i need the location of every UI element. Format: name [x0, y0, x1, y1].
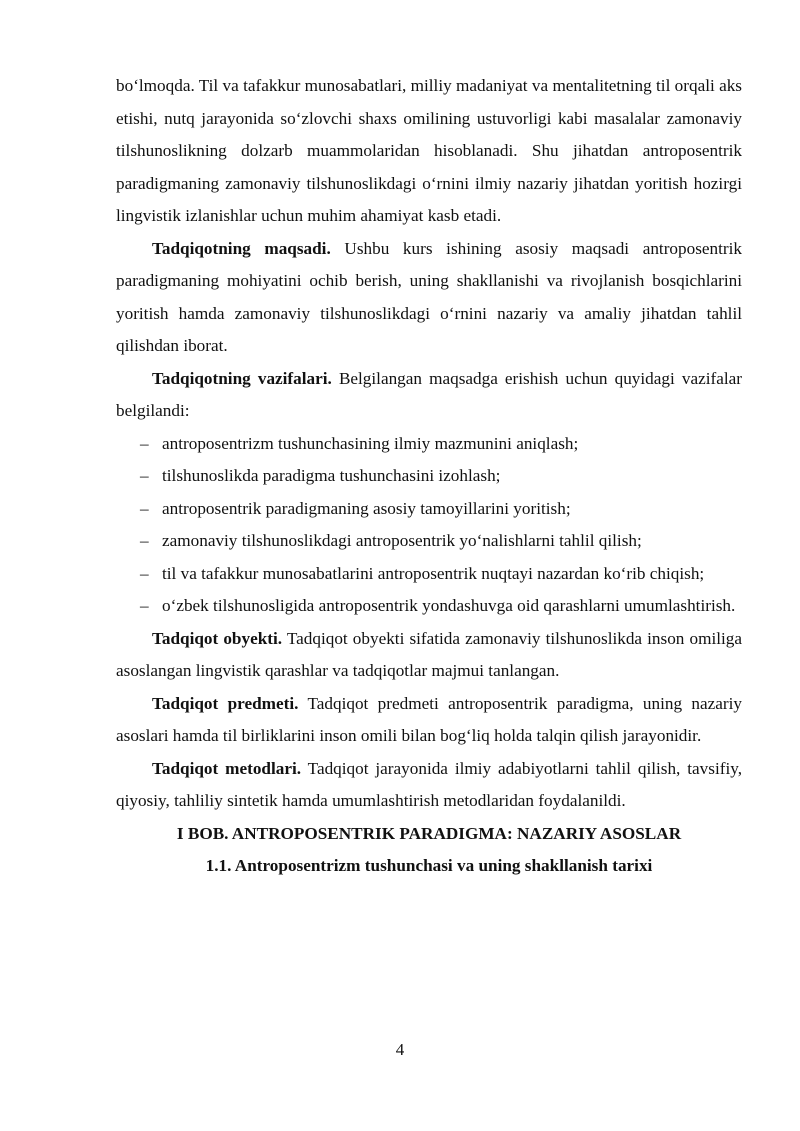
list-item-text: zamonaviy tilshunoslikdagi antroposentrik yo‘nalishlarni tahlil qilish; — [162, 531, 642, 550]
list-item — [116, 428, 742, 461]
tasks-lead: Tadqiqotning vazifalari. — [152, 368, 332, 388]
tasks-list — [116, 428, 742, 623]
dash-bullet: – — [140, 498, 149, 518]
list-item — [116, 460, 742, 493]
object-paragraph — [116, 623, 742, 688]
chapter-heading: I BOB. ANTROPOSENTRIK PARADIGMA: NAZARIY ASOSLAR — [176, 823, 682, 843]
subject-text: Tadqiqot predmeti antroposentrik paradigma, uning nazariy asoslari hamda til birliklarini inson omili bilan bog‘liq holda talqin qilish jarayonidir. — [116, 693, 743, 745]
list-item-text: til va tafakkur munosabatlarini antroposentrik nuqtayi nazardan ko‘rib chiqish; — [162, 563, 705, 583]
methods-lead: Tadqiqot metodlari. — [152, 758, 302, 778]
list-item-text: o‘zbek tilshunosligida antroposentrik yondashuvga oid qarashlarni umumlashtirish. — [162, 596, 736, 615]
dash-bullet: – — [140, 563, 149, 583]
dash-bullet: – — [140, 531, 149, 550]
list-item-text: antroposentrizm tushunchasining ilmiy mazmunini aniqlash; — [162, 433, 579, 453]
document-page — [116, 70, 742, 883]
list-item-text: antroposentrik paradigmaning asosiy tamoyillarini yoritish; — [162, 498, 571, 518]
object-lead: Tadqiqot obyekti. — [152, 628, 283, 648]
dash-bullet: – — [140, 466, 149, 485]
goal-paragraph — [116, 233, 742, 363]
dash-bullet: – — [140, 596, 149, 615]
methods-text: Tadqiqot jarayonida ilmiy adabiyotlarni tahlil qilish, tavsifiy, qiyosiy, tahliliy sintetik hamda umumlashtirish metodlaridan foydalanildi. — [116, 758, 742, 810]
dash-bullet: – — [140, 433, 149, 453]
list-item — [116, 525, 742, 558]
intro-paragraph: bo‘lmoqda. Til va tafakkur munosabatlari, milliy madaniyat va mentalitetning til orqali aks etishi, nutq jarayonida so‘zlovchi shaxs omilining ustuvorligi kabi masalalar zamonaviy tilshunoslikning dolzarb muammolaridan hisoblanadi. Shu jihatdan antroposentrik paradigmaning zamonaviy tilshunoslikdagi o‘rnini ilmiy nazariy jihatdan yoritish hozirgi lingvistik izlanishlar uchun muhim ahamiyat kasb etadi. — [116, 76, 742, 225]
page-number: 4 — [395, 1040, 405, 1059]
list-item — [116, 558, 742, 591]
subject-paragraph — [116, 688, 742, 753]
list-item — [116, 590, 742, 623]
methods-paragraph — [116, 753, 742, 818]
tasks-paragraph — [116, 363, 742, 428]
subject-lead: Tadqiqot predmeti. — [152, 693, 299, 713]
goal-lead: Tadqiqotning maqsadi. — [152, 238, 331, 258]
section-heading: 1.1. Antroposentrizm tushunchasi va uning shakllanish tarixi — [205, 856, 653, 875]
object-text: Tadqiqot obyekti sifatida zamonaviy tilshunoslikda inson omiliga asoslangan lingvistik qarashlar va tadqiqotlar majmui tanlangan. — [116, 628, 742, 680]
list-item-text: tilshunoslikda paradigma tushunchasini izohlash; — [162, 466, 501, 485]
goal-text: Ushbu kurs ishining asosiy maqsadi antroposentrik paradigmaning mohiyatini ochib berish, uning shakllanishi va rivojlanish bosqichlarini yoritish hamda zamonaviy tilshunoslikdagi o‘rnini nazariy va amaliy jihatdan tahlil qilishdan iborat. — [116, 238, 742, 355]
tasks-text: Belgilangan maqsadga erishish uchun quyidagi vazifalar belgilandi: — [116, 368, 742, 420]
list-item — [116, 493, 742, 526]
